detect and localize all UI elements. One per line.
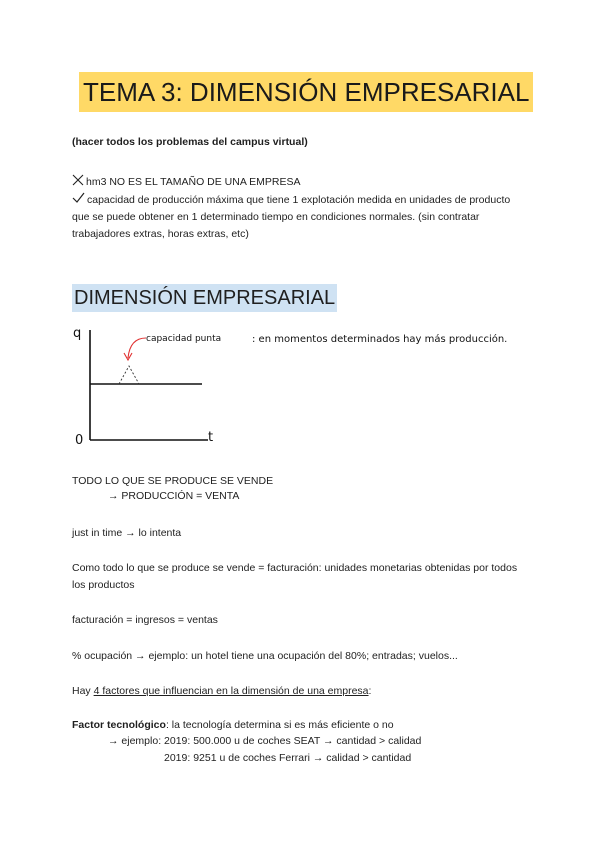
body-line-2: → PRODUCCIÓN = VENTA — [108, 490, 240, 502]
origin-label: 0 — [75, 433, 84, 448]
body-line-3: just in time → lo intenta — [72, 527, 182, 539]
peak-triangle — [119, 366, 139, 384]
hm3-text: hm3 NO ES EL TAMAÑO DE UNA EMPRESA — [86, 176, 301, 188]
graph-description: : en momentos determinados hay más producción. — [252, 334, 508, 345]
body-line-5: facturación = ingresos = ventas — [72, 614, 218, 626]
cross-mark-icon — [72, 174, 84, 186]
body-line-1: TODO LO QUE SE PRODUCE SE VENDE — [72, 475, 274, 487]
factors-suffix: : — [368, 685, 372, 697]
capacity-definition — [72, 192, 522, 243]
check-mark-icon — [72, 192, 85, 204]
page-title: TEMA 3: DIMENSIÓN EMPRESARIAL — [79, 72, 533, 112]
capacity-graph — [70, 320, 540, 450]
example-ferrari: 2019: 9251 u de coches Ferrari → calidad > cantidad — [164, 752, 412, 764]
body-line-4: Como todo lo que se produce se vende = facturación: unidades monetarias obtenidas por todos los productos — [72, 562, 518, 591]
factor-label: Factor tecnológico — [72, 719, 166, 731]
peak-label: capacidad punta — [146, 334, 222, 344]
example-seat: → ejemplo: 2019: 500.000 u de coches SEAT → cantidad > calidad — [108, 735, 422, 747]
factors-prefix: Hay — [72, 685, 94, 697]
body-line-6: % ocupación → ejemplo: un hotel tiene una ocupación del 80%; entradas; vuelos... — [72, 650, 458, 662]
x-axis-label: t — [208, 430, 214, 445]
campus-note: (hacer todos los problemas del campus virtual) — [72, 136, 308, 148]
section-heading: DIMENSIÓN EMPRESARIAL — [72, 284, 337, 312]
capacity-text: capacidad de producción máxima que tiene 1 explotación medida en unidades de producto que se puede obtener en 1 determinado tiempo en condiciones normales. (sin contratar trabajadores extras, horas extras, etc) — [72, 194, 511, 240]
hm3-line — [72, 174, 301, 191]
factor-text: : la tecnología determina si es más eficiente o no — [165, 719, 394, 731]
body-line-7 — [72, 683, 371, 700]
factors-underlined: 4 factores que influencian en la dimensión de una empresa — [93, 685, 369, 697]
factor-technological — [72, 717, 394, 734]
y-axis-label: q — [73, 326, 82, 341]
